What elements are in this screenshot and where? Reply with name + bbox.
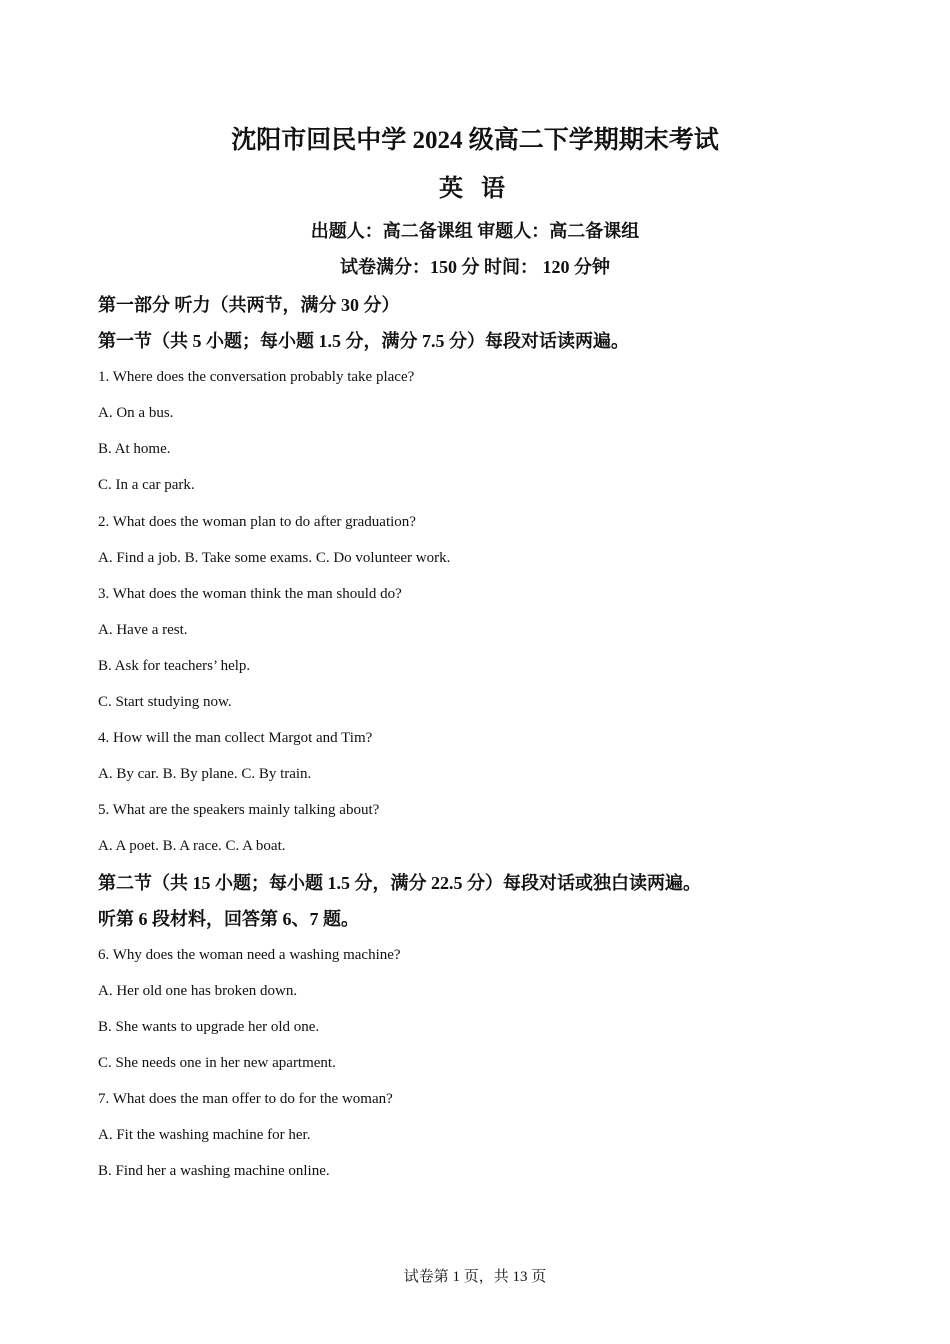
question-1-option-a: A. On a bus. [98, 405, 174, 422]
question-2-options: A. Find a job. B. Take some exams. C. Do volunteer work. [98, 549, 451, 566]
question-5: 5. What are the speakers mainly talking about? [98, 802, 380, 819]
material-6-heading: 听第 6 段材料，回答第 6、7 题。 [98, 908, 359, 929]
question-3: 3. What does the woman think the man should do? [98, 585, 402, 602]
setter-line: 出题人：高二备课组 审题人：高二备课组 [310, 221, 640, 241]
question-4-options: A. By car. B. By plane. C. By train. [98, 766, 312, 783]
question-6-option-c: C. She needs one in her new apartment. [98, 1054, 336, 1071]
question-4: 4. How will the man collect Margot and Tim? [98, 730, 373, 747]
question-1: 1. Where does the conversation probably take place? [98, 369, 415, 386]
page-footer: 试卷第 1 页，共 13 页 [403, 1269, 547, 1285]
question-5-options: A. A poet. B. A race. C. A boat. [98, 838, 286, 855]
question-6-option-a: A. Her old one has broken down. [98, 982, 298, 999]
subject-title: 英 语 [439, 176, 511, 202]
question-2: 2. What does the woman plan to do after graduation? [98, 513, 416, 530]
question-7-option-a: A. Fit the washing machine for her. [98, 1127, 311, 1144]
exam-body [98, 287, 898, 1189]
score-time-line: 试卷满分：150 分 时间： 120 分钟 [340, 257, 610, 277]
question-6: 6. Why does the woman need a washing machine? [98, 946, 401, 963]
question-6-option-b: B. She wants to upgrade her old one. [98, 1018, 320, 1035]
question-1-option-c: C. In a car park. [98, 477, 195, 494]
exam-title: 沈阳市回民中学 2024 级高二下学期期末考试 [231, 127, 719, 154]
question-7-option-b: B. Find her a washing machine online. [98, 1163, 330, 1180]
question-7: 7. What does the man offer to do for the woman? [98, 1091, 393, 1108]
question-3-option-c: C. Start studying now. [98, 694, 232, 711]
section-one-heading: 第一节（共 5 小题；每小题 1.5 分，满分 7.5 分）每段对话读两遍。 [98, 331, 629, 352]
part-one-heading: 第一部分 听力（共两节，满分 30 分） [98, 295, 400, 315]
section-two-heading: 第二节（共 15 小题；每小题 1.5 分，满分 22.5 分）每段对话或独白读两遍。 [98, 872, 701, 893]
question-3-option-b: B. Ask for teachers’ help. [98, 657, 251, 674]
question-3-option-a: A. Have a rest. [98, 621, 188, 638]
question-1-option-b: B. At home. [98, 441, 171, 458]
